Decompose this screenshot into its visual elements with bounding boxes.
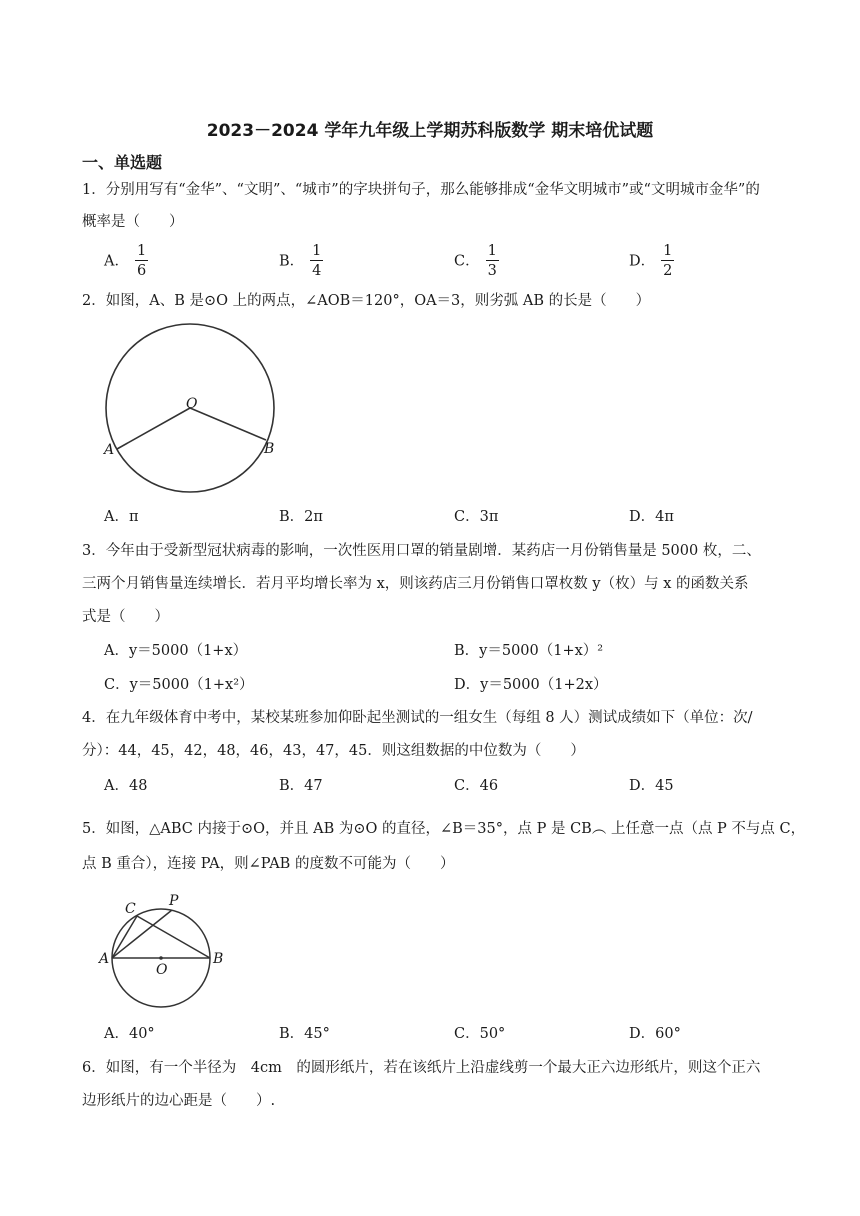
q2-text-line1: 2．如图，A、B 是⊙O 上的两点，∠AOB＝120°，OA＝3，则劣弧 AB 的长是（ ） — [82, 293, 651, 309]
q2-option-b: B．2π — [279, 509, 323, 525]
q1-option-d: D． $\frac{1}{2}$ — [629, 243, 673, 279]
label-p: P — [169, 893, 179, 909]
fraction: $\frac{1}{6}$ — [136, 243, 147, 279]
q3-text-line3: 式是（ ） — [82, 609, 169, 625]
fraction: $\frac{1}{3}$ — [487, 243, 497, 279]
page-title: 2023－2024 学年九年级上学期苏科版数学 期末培优试题 — [206, 121, 654, 141]
q3-text-line2: 三两个月销售量连续增长．若月平均增长率为 x，则该药店三月份销售口罩枚数 y（枚）与 x 的函数关系 — [82, 576, 749, 592]
q4-option-b: B．47 — [279, 778, 323, 794]
q4-option-c: C．46 — [454, 778, 499, 794]
q5-option-c: C．50° — [454, 1026, 506, 1042]
fraction: $\frac{1}{2}$ — [663, 243, 673, 279]
q1-option-b: B． $\frac{1}{4}$ — [279, 243, 322, 279]
q5-text-line2: 点 B 重合），连接 PA，则∠PAB 的度数不可能为（ ） — [82, 856, 455, 872]
q4-option-a: A．48 — [104, 778, 148, 794]
label-o: O — [156, 962, 168, 978]
q1-text-line2: 概率是（ ） — [82, 214, 184, 230]
q1-option-a: A． $\frac{1}{6}$ — [104, 243, 147, 279]
segment-ap — [112, 910, 172, 958]
q5-circle-figure — [96, 890, 236, 1015]
q3-option-c: C．y＝5000（1+x²） — [104, 677, 254, 693]
label-c: C — [125, 901, 136, 917]
label-o: O — [186, 396, 198, 412]
q4-text-line1: 4．在九年级体育中考中，某校某班参加仰卧起坐测试的一组女生（每组 8 人）测试成绩如下（单位：次/ — [82, 710, 753, 726]
q5-option-d: D．60° — [629, 1026, 681, 1042]
q5-option-a: A．40° — [104, 1026, 155, 1042]
q1-option-c: C． $\frac{1}{3}$ — [454, 243, 497, 279]
center-point — [159, 956, 163, 960]
segment-cb — [137, 916, 210, 958]
q3-option-a: A．y＝5000（1+x） — [104, 643, 248, 659]
q4-option-d: D．45 — [629, 778, 674, 794]
q5-option-b: B．45° — [279, 1026, 330, 1042]
label-a: A — [99, 951, 110, 967]
label-b: B — [213, 951, 224, 967]
label-b: B — [264, 441, 275, 457]
q5-text-line1: 5．如图，△ABC 内接于⊙O，并且 AB 为⊙O 的直径，∠B＝35°，点 P 是 CB︵ 上任意一点（点 P 不与点 C， — [82, 821, 806, 837]
segment-ac — [112, 916, 137, 958]
q1-text-line1: 1．分别用写有“金华”、“文明”、“城市”的字块拼句子，那么能够排成“金华文明城市”或“文明城市金华”的 — [82, 182, 760, 198]
section-heading: 一、单选题 — [82, 153, 163, 172]
q6-text-line1: 6．如图，有一个半径为 4cm 的圆形纸片，若在该纸片上沿虚线剪一个最大正六边形纸片，则这个正六 — [82, 1060, 761, 1076]
q2-option-c: C．3π — [454, 509, 499, 525]
q3-text-line1: 3．今年由于受新型冠状病毒的影响，一次性医用口罩的销量剧增．某药店一月份销售量是 5000 枚，二、 — [82, 543, 761, 559]
q6-text-line2: 边形纸片的边心距是（ ）. — [82, 1093, 276, 1109]
q3-option-b: B．y＝5000（1+x）² — [454, 643, 604, 659]
segment-oa — [117, 408, 190, 449]
q2-circle-figure — [100, 322, 290, 497]
label-a: A — [104, 442, 115, 458]
q4-text-line2: 分）：44，45，42，48，46，43，47，45．则这组数据的中位数为（ ） — [82, 743, 585, 759]
q2-option-a: A．π — [104, 509, 139, 525]
q2-option-d: D．4π — [629, 509, 674, 525]
fraction: $\frac{1}{4}$ — [312, 243, 322, 279]
q3-option-d: D．y＝5000（1+2x） — [454, 677, 608, 693]
segment-ob — [190, 408, 266, 440]
